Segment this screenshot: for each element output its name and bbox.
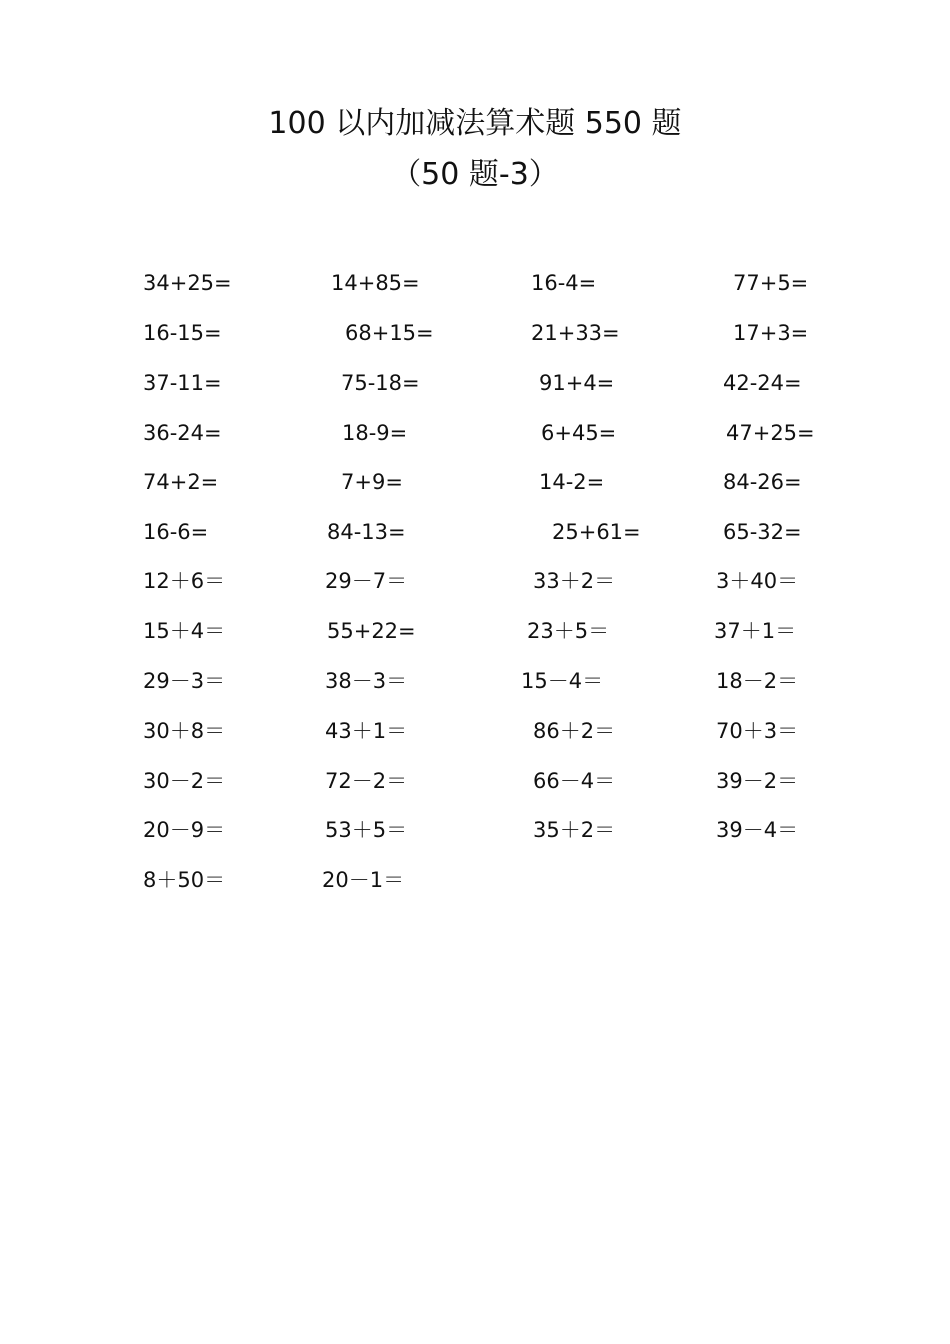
- math-problem: 8＋50＝: [143, 868, 226, 892]
- math-problem: 14+85=: [331, 271, 420, 295]
- math-problem: 18－2＝: [716, 669, 799, 693]
- math-problem: 20－9＝: [143, 818, 226, 842]
- worksheet-subtitle: （50 题-3）: [391, 157, 559, 192]
- math-problem: 37＋1＝: [714, 619, 797, 643]
- math-problem: 38－3＝: [325, 669, 408, 693]
- math-problem: 30－2＝: [143, 769, 226, 793]
- math-problem: 29－7＝: [325, 569, 408, 593]
- math-problem: 75-18=: [341, 371, 420, 395]
- math-problem: 86＋2＝: [533, 719, 616, 743]
- math-problem: 6+45=: [541, 421, 617, 445]
- math-problem: 37-11=: [143, 371, 222, 395]
- math-problem: 16-4=: [531, 271, 597, 295]
- math-problem: 70＋3＝: [716, 719, 799, 743]
- math-problem: 16-6=: [143, 520, 209, 544]
- math-problem: 23＋5＝: [527, 619, 610, 643]
- math-problem: 15－4＝: [521, 669, 604, 693]
- math-problem: 74+2=: [143, 470, 219, 494]
- math-problem: 14-2=: [539, 470, 605, 494]
- math-problem: 21+33=: [531, 321, 620, 345]
- math-problem: 55+22=: [327, 619, 416, 643]
- math-problem: 84-26=: [723, 470, 802, 494]
- math-problem: 30＋8＝: [143, 719, 226, 743]
- math-problem: 20－1＝: [322, 868, 405, 892]
- math-problem: 35＋2＝: [533, 818, 616, 842]
- math-problem: 29－3＝: [143, 669, 226, 693]
- math-problem: 53＋5＝: [325, 818, 408, 842]
- math-problem: 17+3=: [733, 321, 809, 345]
- math-problem: 72－2＝: [325, 769, 408, 793]
- math-problem: 12＋6＝: [143, 569, 226, 593]
- math-problem: 77+5=: [733, 271, 809, 295]
- math-problem: 42-24=: [723, 371, 802, 395]
- math-problem: 65-32=: [723, 520, 802, 544]
- math-problem: 47+25=: [726, 421, 815, 445]
- math-problem: 15＋4＝: [143, 619, 226, 643]
- math-problem: 66－4＝: [533, 769, 616, 793]
- worksheet-title: 100 以内加减法算术题 550 题: [268, 106, 682, 141]
- math-problem: 16-15=: [143, 321, 222, 345]
- math-problem: 34+25=: [143, 271, 232, 295]
- math-problem: 39－4＝: [716, 818, 799, 842]
- math-problem: 36-24=: [143, 421, 222, 445]
- math-problem: 25+61=: [552, 520, 641, 544]
- math-problem: 39－2＝: [716, 769, 799, 793]
- math-problem: 7+9=: [341, 470, 403, 494]
- math-problem: 84-13=: [327, 520, 406, 544]
- math-problem: 33＋2＝: [533, 569, 616, 593]
- math-problem: 68+15=: [345, 321, 434, 345]
- math-problem: 91+4=: [539, 371, 615, 395]
- math-problem: 3＋40＝: [716, 569, 799, 593]
- math-problem: 18-9=: [342, 421, 408, 445]
- math-problem: 43＋1＝: [325, 719, 408, 743]
